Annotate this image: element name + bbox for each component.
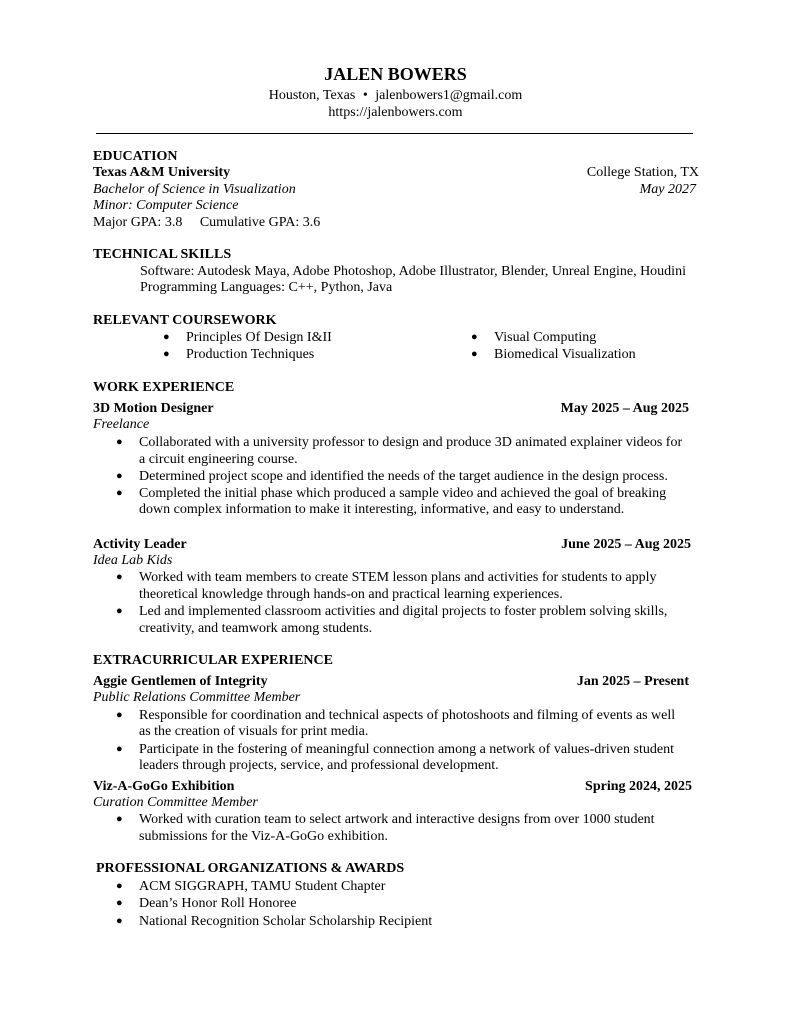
bullet-icon: ● [163,348,170,360]
gpa: Major GPA: 3.8 Cumulative GPA: 3.6 [93,215,321,230]
job-dates: June 2025 – Aug 2025 [561,537,691,552]
section-heading-skills: TECHNICAL SKILLS [93,247,232,262]
bullet-icon: ● [116,813,123,825]
school-name: Texas A&M University [93,165,231,180]
bullet-icon: ● [471,331,478,343]
website-link[interactable]: https://jalenbowers.com [328,105,463,120]
bullet-icon: ● [116,897,123,909]
resume-name: JALEN BOWERS [324,64,467,84]
job-org: Freelance [93,417,150,432]
list-item-continuation: as the creation of visuals for print media. [139,724,369,739]
bullet-icon: ● [116,743,123,755]
school-location: College Station, TX [586,165,699,180]
bullet-icon: ● [116,709,123,721]
section-heading-coursework: RELEVANT COURSEWORK [93,313,277,328]
contact-line [0,87,791,104]
activity-dates: Spring 2024, 2025 [585,779,692,794]
activity-dates: Jan 2025 – Present [576,674,689,689]
activity-role: Public Relations Committee Member [93,690,301,705]
graduation-date: May 2027 [639,182,696,197]
bullet-icon: ● [116,915,123,927]
degree: Bachelor of Science in Visualization [93,182,296,197]
job-org: Idea Lab Kids [93,553,173,568]
separator-dot: • [362,88,368,103]
header-divider [96,133,693,134]
bullet-icon: ● [471,348,478,360]
job-title: Activity Leader [93,537,187,552]
list-item-continuation: submissions for the Viz-A-GoGo exhibition. [139,829,388,844]
skills-software: Software: Autodesk Maya, Adobe Photoshop, Adobe Illustrator, Blender, Unreal Engine, Houdini [140,264,686,279]
section-heading-work: WORK EXPERIENCE [93,380,235,395]
skills-programming: Programming Languages: C++, Python, Java [140,280,393,295]
activity-title: Aggie Gentlemen of Integrity [93,674,268,689]
activity-title: Viz-A-GoGo Exhibition [93,779,235,794]
list-item-continuation: theoretical knowledge through hands-on and practical learning experiences. [139,587,563,602]
bullet-icon: ● [116,571,123,583]
minor: Minor: Computer Science [93,198,239,213]
job-title: 3D Motion Designer [93,401,214,416]
section-heading-awards: PROFESSIONAL ORGANIZATIONS & AWARDS [96,861,405,876]
activity-role: Curation Committee Member [93,795,258,810]
section-heading-extracurricular: EXTRACURRICULAR EXPERIENCE [93,653,333,668]
email-link[interactable]: jalenbowers1@gmail.com [375,88,523,103]
section-heading-education: EDUCATION [93,149,178,164]
bullet-icon: ● [116,880,123,892]
list-item-continuation: creativity, and teamwork among students. [139,621,373,636]
bullet-icon: ● [116,470,123,482]
bullet-icon: ● [116,436,123,448]
list-item-continuation: down complex information to make it interesting, informative, and easy to understand. [139,502,625,517]
list-item-continuation: a circuit engineering course. [139,452,298,467]
bullet-icon: ● [163,331,170,343]
bullet-icon: ● [116,605,123,617]
job-dates: May 2025 – Aug 2025 [560,401,689,416]
location: Houston, Texas [268,88,356,103]
list-item-continuation: leaders through projects, service, and professional development. [139,758,499,773]
bullet-icon: ● [116,487,123,499]
